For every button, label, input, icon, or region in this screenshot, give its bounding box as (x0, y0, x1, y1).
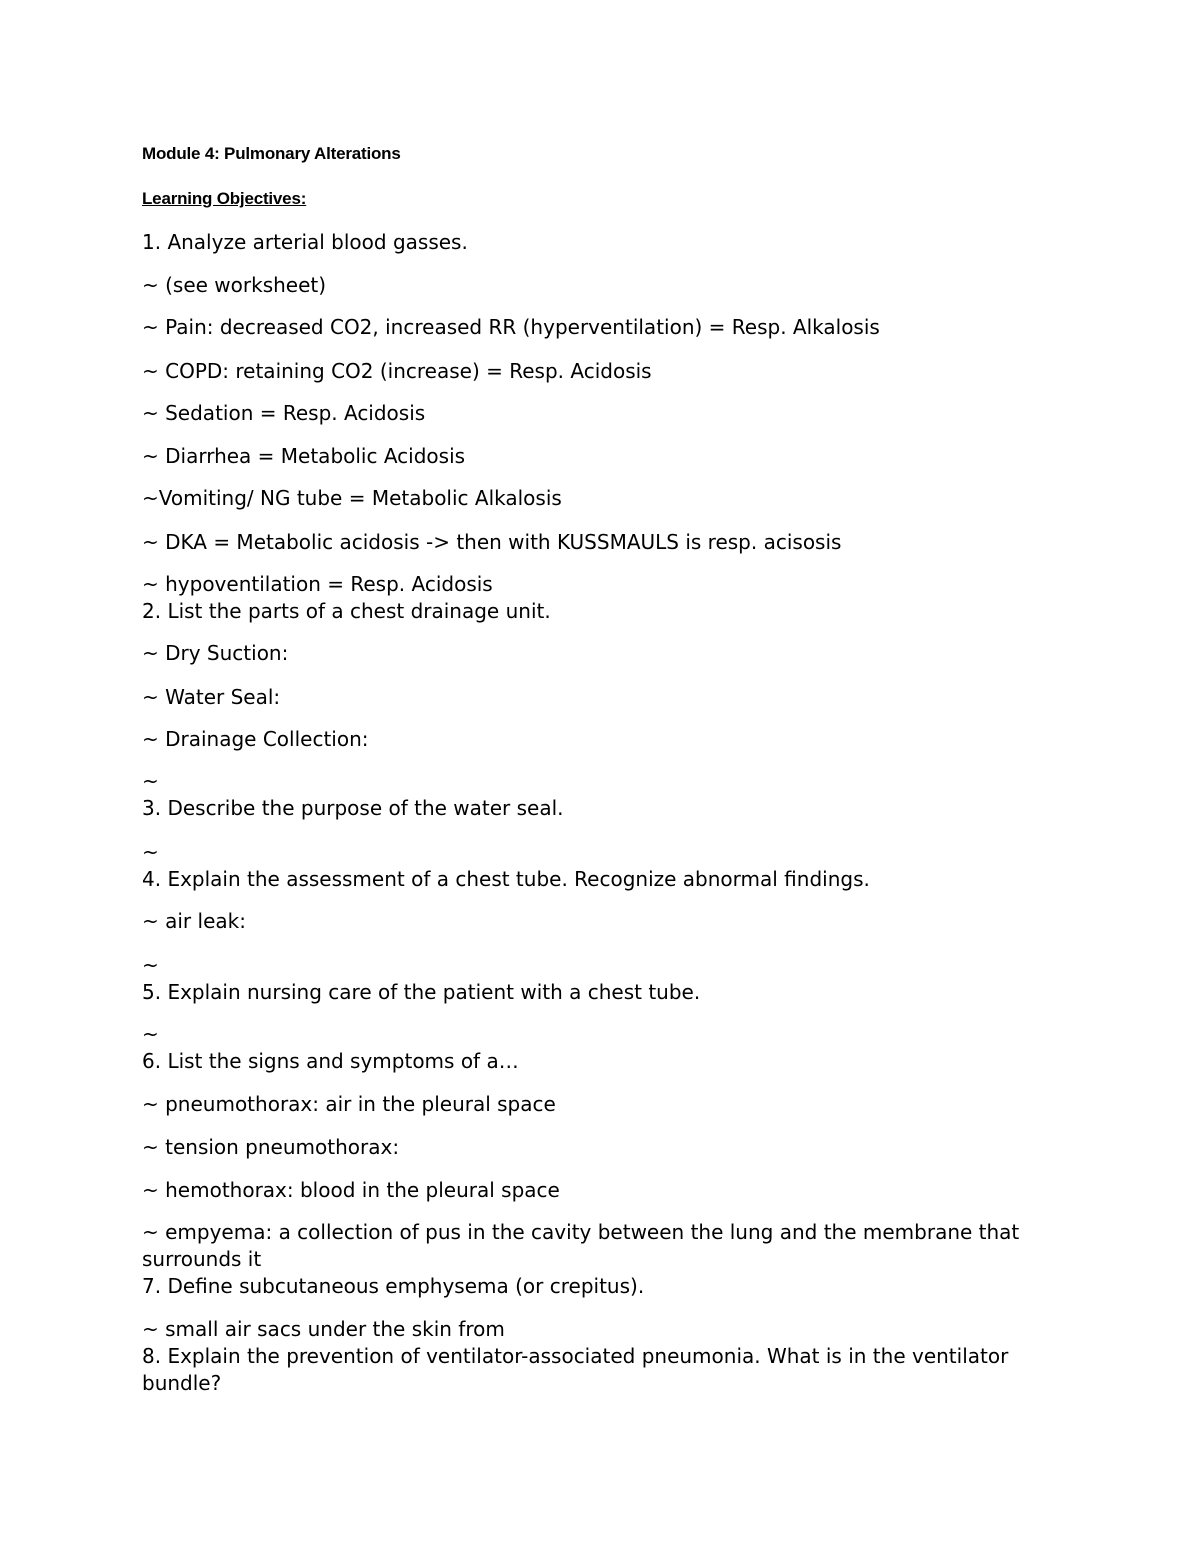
note-line: ~ empyema: a collection of pus in the cavity between the lung and the membrane that surrounds it (142, 1220, 1020, 1271)
note-line: ~ (142, 1022, 159, 1046)
note-line: ~ (142, 769, 159, 793)
page-title: Module 4: Pulmonary Alterations (142, 144, 401, 163)
objective-2: 2. List the parts of a chest drainage unit. (142, 599, 551, 623)
note-line: ~ pneumothorax: air in the pleural space (142, 1092, 556, 1116)
note-line: ~ DKA = Metabolic acidosis -> then with KUSSMAULS is resp. acisosis (142, 530, 842, 554)
note-line: ~ small air sacs under the skin from (142, 1317, 505, 1341)
objective-6: 6. List the signs and symptoms of a… (142, 1049, 519, 1073)
objective-5: 5. Explain nursing care of the patient with a chest tube. (142, 980, 701, 1004)
objective-3: 3. Describe the purpose of the water seal. (142, 796, 564, 820)
note-line: ~ Pain: decreased CO2, increased RR (hyperventilation) = Resp. Alkalosis (142, 315, 880, 339)
note-line: ~ (142, 840, 159, 864)
note-line: ~ (142, 953, 159, 977)
note-line: ~Vomiting/ NG tube = Metabolic Alkalosis (142, 486, 562, 510)
note-line: ~ Drainage Collection: (142, 727, 369, 751)
objective-8: 8. Explain the prevention of ventilator-associated pneumonia. What is in the ventilator bundle? (142, 1344, 1009, 1395)
note-line: ~ Water Seal: (142, 685, 281, 709)
note-line: ~ Diarrhea = Metabolic Acidosis (142, 444, 466, 468)
note-line: ~ Sedation = Resp. Acidosis (142, 401, 426, 425)
note-line: ~ air leak: (142, 909, 246, 933)
objective-4: 4. Explain the assessment of a chest tube. Recognize abnormal findings. (142, 867, 870, 891)
objective-7: 7. Define subcutaneous emphysema (or crepitus). (142, 1274, 645, 1298)
note-line: ~ hemothorax: blood in the pleural space (142, 1178, 560, 1202)
note-line: ~ hypoventilation = Resp. Acidosis (142, 572, 493, 596)
section-heading: Learning Objectives: (142, 189, 307, 208)
note-line: ~ tension pneumothorax: (142, 1135, 400, 1159)
note-line: ~ COPD: retaining CO2 (increase) = Resp. Acidosis (142, 359, 652, 383)
note-line: ~ Dry Suction: (142, 641, 289, 665)
objective-1: 1. Analyze arterial blood gasses. (142, 230, 468, 254)
note-line: ~ (see worksheet) (142, 273, 327, 297)
